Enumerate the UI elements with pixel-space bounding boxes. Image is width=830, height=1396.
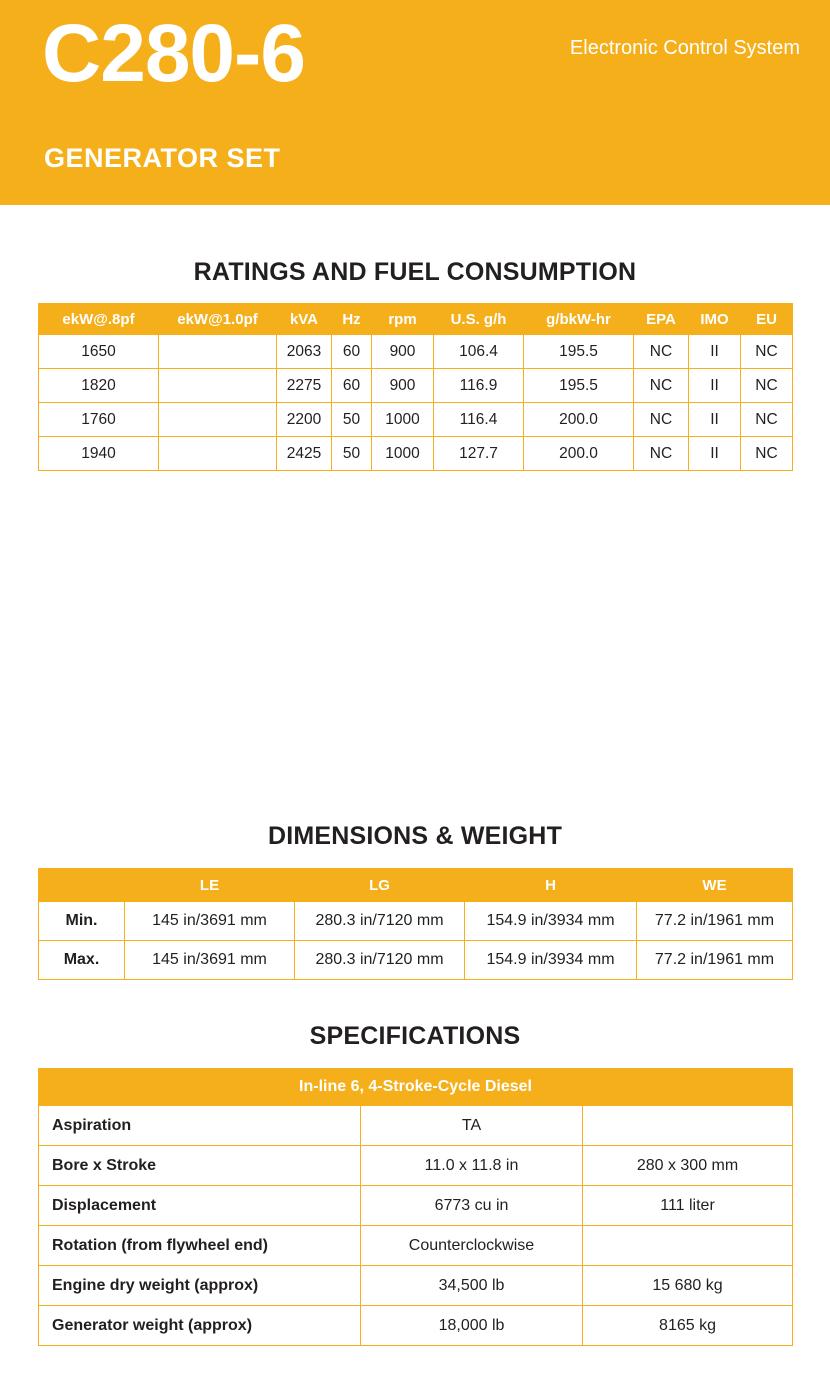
ratings-cell-3-8: II	[689, 437, 741, 471]
ratings-cell-0-9: NC	[741, 335, 793, 369]
ratings-cell-0-7: NC	[634, 335, 689, 369]
ratings-cell-2-6: 200.0	[524, 403, 634, 437]
specifications-cell-2-1: 6773 cu in	[361, 1186, 583, 1226]
specifications-cell-3-2	[583, 1226, 793, 1266]
ratings-col-0: ekW@.8pf	[39, 304, 159, 335]
ratings-cell-2-9: NC	[741, 403, 793, 437]
ratings-col-3: Hz	[332, 304, 372, 335]
specifications-cell-1-2: 280 x 300 mm	[583, 1146, 793, 1186]
dimensions-cell-0-3: 154.9 in/3934 mm	[465, 902, 637, 941]
header-note: Electronic Control System	[569, 37, 800, 59]
ratings-cell-1-2: 2275	[277, 369, 332, 403]
ratings-cell-1-8: II	[689, 369, 741, 403]
ratings-col-8: IMO	[689, 304, 741, 335]
ratings-col-7: EPA	[634, 304, 689, 335]
specifications-cell-5-0: Generator weight (approx)	[39, 1306, 361, 1346]
specifications-cell-5-2: 8165 kg	[583, 1306, 793, 1346]
dimensions-col-3: H	[465, 869, 637, 902]
specifications-cell-2-0: Displacement	[39, 1186, 361, 1226]
specifications-cell-2-2: 111 liter	[583, 1186, 793, 1226]
dimensions-cell-1-0: Max.	[39, 941, 125, 980]
specifications-cell-0-2	[583, 1106, 793, 1146]
ratings-cell-3-0: 1940	[39, 437, 159, 471]
ratings-cell-1-0: 1820	[39, 369, 159, 403]
table-row	[39, 335, 793, 369]
table-row	[39, 369, 793, 403]
specifications-section	[38, 1022, 792, 1346]
ratings-col-4: rpm	[372, 304, 434, 335]
page-header	[0, 0, 830, 205]
dimensions-section	[38, 822, 792, 980]
ratings-cell-0-3: 60	[332, 335, 372, 369]
specifications-cell-0-0: Aspiration	[39, 1106, 361, 1146]
ratings-cell-3-3: 50	[332, 437, 372, 471]
dimensions-cell-0-2: 280.3 in/7120 mm	[295, 902, 465, 941]
ratings-cell-1-1	[159, 369, 277, 403]
page-subtitle: GENERATOR SET	[44, 143, 281, 173]
ratings-cell-1-5: 116.9	[434, 369, 524, 403]
ratings-cell-2-8: II	[689, 403, 741, 437]
ratings-cell-1-4: 900	[372, 369, 434, 403]
ratings-cell-0-2: 2063	[277, 335, 332, 369]
ratings-cell-3-6: 200.0	[524, 437, 634, 471]
ratings-cell-3-9: NC	[741, 437, 793, 471]
ratings-table	[38, 303, 793, 471]
ratings-col-5: U.S. g/h	[434, 304, 524, 335]
ratings-cell-3-4: 1000	[372, 437, 434, 471]
ratings-cell-0-0: 1650	[39, 335, 159, 369]
ratings-col-1: ekW@1.0pf	[159, 304, 277, 335]
ratings-cell-0-6: 195.5	[524, 335, 634, 369]
dimensions-col-4: WE	[637, 869, 793, 902]
ratings-cell-3-1	[159, 437, 277, 471]
ratings-cell-2-4: 1000	[372, 403, 434, 437]
dimensions-header-row	[39, 869, 793, 902]
ratings-cell-2-1	[159, 403, 277, 437]
table-row	[39, 1306, 793, 1346]
table-row	[39, 1106, 793, 1146]
ratings-cell-2-0: 1760	[39, 403, 159, 437]
ratings-cell-1-7: NC	[634, 369, 689, 403]
table-row	[39, 1266, 793, 1306]
specifications-banner-row	[39, 1069, 793, 1106]
ratings-cell-3-2: 2425	[277, 437, 332, 471]
dimensions-cell-0-0: Min.	[39, 902, 125, 941]
specifications-section-title: SPECIFICATIONS	[309, 1022, 521, 1050]
dimensions-col-0	[39, 869, 125, 902]
specifications-banner: In-line 6, 4-Stroke-Cycle Diesel	[39, 1069, 793, 1106]
page-title: C280-6	[42, 8, 305, 99]
ratings-cell-2-2: 2200	[277, 403, 332, 437]
ratings-cell-1-6: 195.5	[524, 369, 634, 403]
table-row	[39, 1186, 793, 1226]
specifications-cell-4-2: 15 680 kg	[583, 1266, 793, 1306]
ratings-section-title: RATINGS AND FUEL CONSUMPTION	[193, 258, 637, 286]
ratings-col-6: g/bkW-hr	[524, 304, 634, 335]
dimensions-cell-1-2: 280.3 in/7120 mm	[295, 941, 465, 980]
specifications-cell-5-1: 18,000 lb	[361, 1306, 583, 1346]
ratings-col-2: kVA	[277, 304, 332, 335]
dimensions-col-1: LE	[125, 869, 295, 902]
ratings-cell-1-3: 60	[332, 369, 372, 403]
ratings-header-row	[39, 304, 793, 335]
ratings-cell-3-7: NC	[634, 437, 689, 471]
ratings-cell-3-5: 127.7	[434, 437, 524, 471]
specifications-cell-4-0: Engine dry weight (approx)	[39, 1266, 361, 1306]
dimensions-cell-0-4: 77.2 in/1961 mm	[637, 902, 793, 941]
ratings-cell-1-9: NC	[741, 369, 793, 403]
dimensions-col-2: LG	[295, 869, 465, 902]
dimensions-cell-1-3: 154.9 in/3934 mm	[465, 941, 637, 980]
specifications-cell-3-1: Counterclockwise	[361, 1226, 583, 1266]
ratings-cell-2-5: 116.4	[434, 403, 524, 437]
dimensions-table	[38, 868, 793, 980]
specifications-table	[38, 1068, 793, 1346]
ratings-cell-2-3: 50	[332, 403, 372, 437]
specifications-cell-4-1: 34,500 lb	[361, 1266, 583, 1306]
table-row	[39, 941, 793, 980]
dimensions-cell-1-4: 77.2 in/1961 mm	[637, 941, 793, 980]
ratings-col-9: EU	[741, 304, 793, 335]
ratings-cell-0-8: II	[689, 335, 741, 369]
ratings-cell-0-1	[159, 335, 277, 369]
specifications-cell-3-0: Rotation (from flywheel end)	[39, 1226, 361, 1266]
ratings-cell-2-7: NC	[634, 403, 689, 437]
table-row	[39, 1146, 793, 1186]
specifications-cell-1-0: Bore x Stroke	[39, 1146, 361, 1186]
table-row	[39, 437, 793, 471]
specifications-cell-1-1: 11.0 x 11.8 in	[361, 1146, 583, 1186]
ratings-cell-0-4: 900	[372, 335, 434, 369]
table-row	[39, 403, 793, 437]
table-row	[39, 902, 793, 941]
table-row	[39, 1226, 793, 1266]
dimensions-cell-1-1: 145 in/3691 mm	[125, 941, 295, 980]
ratings-cell-0-5: 106.4	[434, 335, 524, 369]
specifications-cell-0-1: TA	[361, 1106, 583, 1146]
dimensions-cell-0-1: 145 in/3691 mm	[125, 902, 295, 941]
dimensions-section-title: DIMENSIONS & WEIGHT	[267, 822, 563, 850]
ratings-section	[38, 258, 792, 471]
